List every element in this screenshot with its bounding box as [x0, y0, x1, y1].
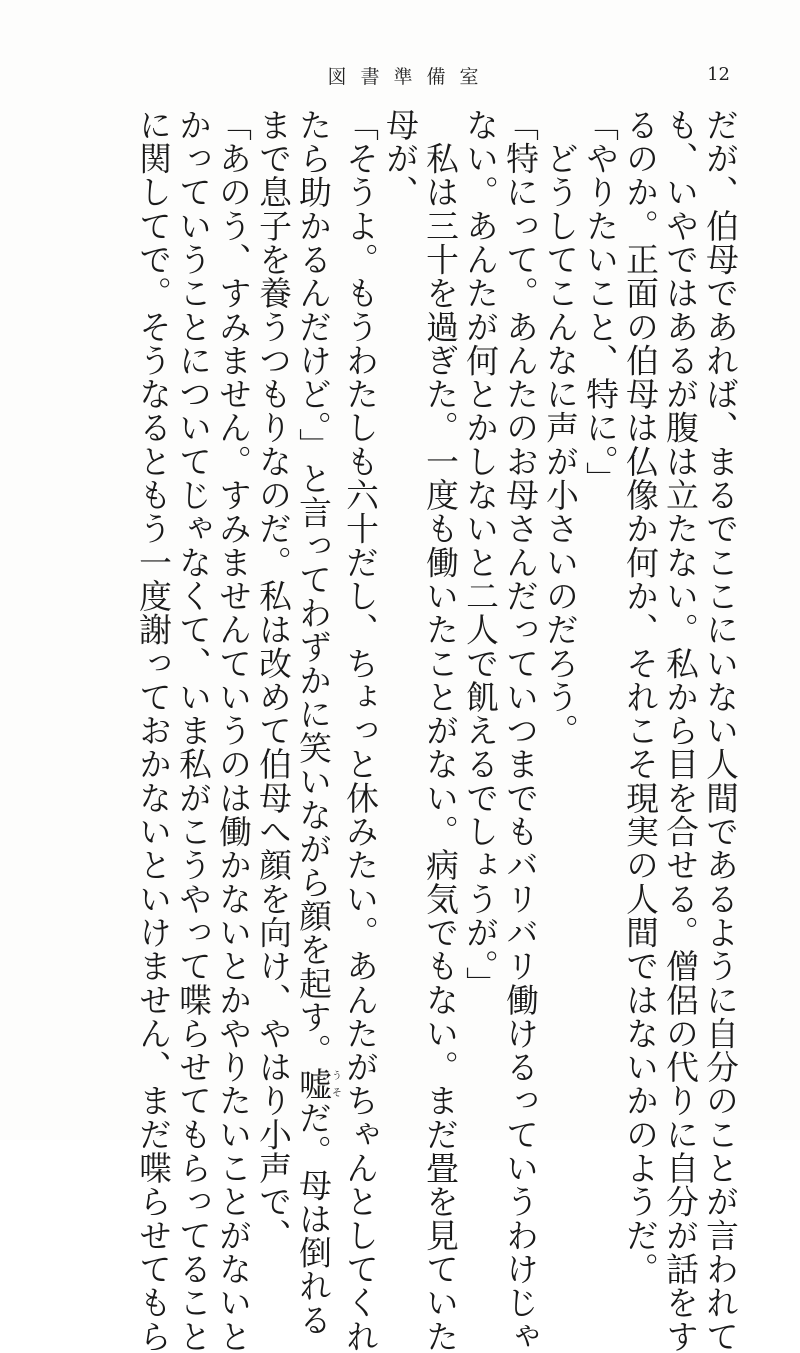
- text-line-with-ruby: [293, 108, 341, 1337]
- ruby-word: [294, 1067, 341, 1102]
- text-line: だが、伯母であれば、まるでここにいない人間であるように自分のことが言われて: [701, 108, 739, 1353]
- text-line: 母が、: [381, 108, 419, 209]
- ruby-reading: うそ: [329, 1067, 341, 1102]
- text-line: 私は三十を過ぎた。一度も働いたことがない。病気でもない。まだ畳を見ていた: [421, 108, 459, 1353]
- page-number: 12: [707, 64, 730, 85]
- text-line: 「あのう、すみません。すみませんていうのは働かないとかやりたいことがないと: [214, 108, 252, 1353]
- text-line: るのか。正面の伯母は仏像か何か、それこそ現実の人間ではないかのようだ。: [621, 108, 659, 1286]
- text-line: 「そうよ。もうわたしも六十だし、ちょっと休みたい。あんたがちゃんとしてくれ: [341, 108, 379, 1353]
- text-line: どうしてこんなに声が小さいのだろう。: [541, 108, 579, 748]
- text-line: かっていうことについてじゃなくて、いま私がこうやって喋らせてもらってること: [174, 108, 212, 1353]
- body-text: [100, 108, 740, 1353]
- text-line: まで息子を養うつもりなのだ。私は改めて伯母へ顔を向け、やはり小声で、: [254, 108, 292, 1253]
- text-segment: だ。母は倒れる: [294, 1101, 332, 1337]
- text-line: 「やりたいこと、特に。」: [581, 108, 619, 496]
- text-line: も、いやではあるが腹は立たない。私から目を合せる。僧侶の代りに自分が話をす: [661, 108, 699, 1353]
- text-segment: たら助かるんだけど。」と言ってわずかに笑いながら顔を起す。: [294, 108, 332, 1068]
- text-line: ない。あんたが何とかしないと二人で飢えるでしょうが。」: [461, 108, 499, 1001]
- text-line: 「特にって。あんたのお母さんだっていつまでもバリバリ働けるっていうわけじゃ: [501, 108, 539, 1353]
- text-line: に関してで。そうなるともう一度謝っておかないといけません、まだ喋らせてもら: [134, 108, 172, 1353]
- ruby-base: 嘘: [294, 1067, 332, 1102]
- running-head: 図書準備室: [327, 66, 493, 88]
